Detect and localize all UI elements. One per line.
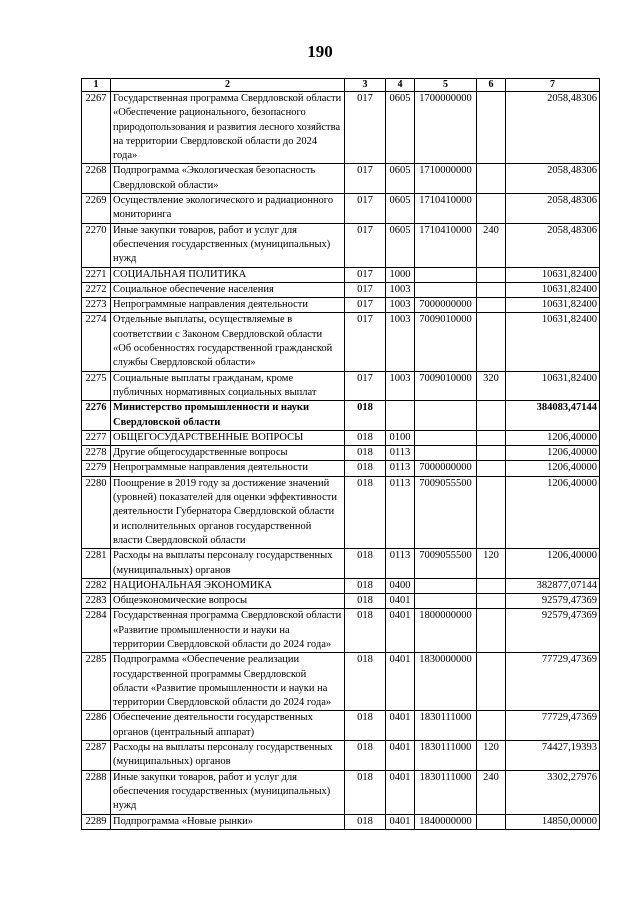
row-name: Другие общегосударственные вопросы: [111, 446, 345, 461]
section-code: 1003: [386, 298, 415, 313]
target-article-code: 1830111000: [415, 770, 477, 814]
target-article-code: 7009055500: [415, 549, 477, 579]
table-row: [82, 594, 600, 609]
section-code: 0605: [386, 164, 415, 194]
table-row: [82, 92, 600, 164]
row-name: Расходы на выплаты персоналу государственных (муниципальных) органов: [111, 549, 345, 579]
section-code: 0605: [386, 223, 415, 267]
ministry-code: 017: [345, 223, 386, 267]
section-code: 0113: [386, 476, 415, 548]
row-number: 2276: [82, 401, 111, 431]
section-code: 0401: [386, 609, 415, 653]
expense-type-code: [477, 267, 506, 282]
target-article-code: 7000000000: [415, 461, 477, 476]
row-name: Социальные выплаты гражданам, кроме публичных нормативных социальных выплат: [111, 371, 345, 401]
column-header: 5: [415, 79, 477, 92]
target-article-code: [415, 267, 477, 282]
table-row: [82, 476, 600, 548]
table-row: [82, 401, 600, 431]
amount: 1206,40000: [506, 549, 600, 579]
section-code: 0401: [386, 741, 415, 771]
amount: 77729,47369: [506, 653, 600, 711]
row-name: Осуществление экологического и радиационного мониторинга: [111, 194, 345, 224]
table-header-row: [82, 79, 600, 92]
row-number: 2285: [82, 653, 111, 711]
row-name: Подпрограмма «Обеспечение реализации государственной программы Свердловской области «Развитие промышленности и науки на территории Свердловской области до 2024 года»: [111, 653, 345, 711]
target-article-code: [415, 430, 477, 445]
row-name: Обеспечение деятельности государственных органов (центральный аппарат): [111, 711, 345, 741]
amount: 92579,47369: [506, 609, 600, 653]
ministry-code: 017: [345, 371, 386, 401]
row-number: 2288: [82, 770, 111, 814]
table-row: [82, 282, 600, 297]
table-row: [82, 770, 600, 814]
column-header: 4: [386, 79, 415, 92]
expense-type-code: [477, 313, 506, 371]
target-article-code: 1830000000: [415, 653, 477, 711]
table-row: [82, 549, 600, 579]
row-number: 2287: [82, 741, 111, 771]
row-name: Общеэкономические вопросы: [111, 594, 345, 609]
expense-type-code: [477, 401, 506, 431]
amount: 2058,48306: [506, 194, 600, 224]
target-article-code: 1830111000: [415, 711, 477, 741]
row-number: 2280: [82, 476, 111, 548]
section-code: 0100: [386, 430, 415, 445]
amount: 77729,47369: [506, 711, 600, 741]
column-header: 1: [82, 79, 111, 92]
target-article-code: 1840000000: [415, 814, 477, 829]
amount: 384083,47144: [506, 401, 600, 431]
ministry-code: 018: [345, 446, 386, 461]
expense-type-code: [477, 282, 506, 297]
amount: 1206,40000: [506, 461, 600, 476]
table-row: [82, 430, 600, 445]
row-number: 2284: [82, 609, 111, 653]
row-name: Поощрение в 2019 году за достижение значений (уровней) показателей для оценки эффективности деятельности Губернатора Свердловской области и исполнительных органов государственной власти Свердловской области: [111, 476, 345, 548]
table-row: [82, 194, 600, 224]
table-row: [82, 741, 600, 771]
row-number: 2282: [82, 578, 111, 593]
section-code: 0113: [386, 549, 415, 579]
page-number: 190: [307, 42, 333, 61]
row-name: Социальное обеспечение населения: [111, 282, 345, 297]
expense-type-code: [477, 653, 506, 711]
row-name: Непрограммные направления деятельности: [111, 461, 345, 476]
ministry-code: 018: [345, 549, 386, 579]
target-article-code: [415, 401, 477, 431]
expense-type-code: [477, 298, 506, 313]
table-row: [82, 298, 600, 313]
amount: 14850,00000: [506, 814, 600, 829]
section-code: 0605: [386, 194, 415, 224]
row-number: 2273: [82, 298, 111, 313]
ministry-code: 018: [345, 594, 386, 609]
expense-type-code: [477, 430, 506, 445]
section-code: 0113: [386, 461, 415, 476]
expense-type-code: [477, 461, 506, 476]
row-number: 2272: [82, 282, 111, 297]
amount: 3302,27976: [506, 770, 600, 814]
expense-type-code: [477, 446, 506, 461]
expense-type-code: [477, 594, 506, 609]
table-row: [82, 461, 600, 476]
expense-type-code: [477, 578, 506, 593]
row-number: 2279: [82, 461, 111, 476]
row-name: Государственная программа Свердловской области «Обеспечение рационального, безопасного природопользования и развития лесного хозяйства на территории Свердловской области до 2024 года»: [111, 92, 345, 164]
amount: 10631,82400: [506, 298, 600, 313]
ministry-code: 018: [345, 741, 386, 771]
row-name: СОЦИАЛЬНАЯ ПОЛИТИКА: [111, 267, 345, 282]
section-code: 0401: [386, 653, 415, 711]
row-number: 2283: [82, 594, 111, 609]
row-number: 2269: [82, 194, 111, 224]
row-name: Непрограммные направления деятельности: [111, 298, 345, 313]
ministry-code: 017: [345, 164, 386, 194]
ministry-code: 018: [345, 461, 386, 476]
target-article-code: 1710410000: [415, 194, 477, 224]
section-code: [386, 401, 415, 431]
table-row: [82, 609, 600, 653]
expense-type-code: 120: [477, 549, 506, 579]
amount: 10631,82400: [506, 282, 600, 297]
amount: 2058,48306: [506, 164, 600, 194]
row-number: 2267: [82, 92, 111, 164]
target-article-code: [415, 578, 477, 593]
target-article-code: 1710000000: [415, 164, 477, 194]
expense-type-code: [477, 609, 506, 653]
target-article-code: 1700000000: [415, 92, 477, 164]
expense-type-code: 240: [477, 770, 506, 814]
expense-type-code: 320: [477, 371, 506, 401]
table-row: [82, 578, 600, 593]
ministry-code: 017: [345, 194, 386, 224]
ministry-code: 018: [345, 578, 386, 593]
ministry-code: 017: [345, 267, 386, 282]
row-name: Подпрограмма «Новые рынки»: [111, 814, 345, 829]
expense-type-code: [477, 476, 506, 548]
column-header: 2: [111, 79, 345, 92]
amount: 10631,82400: [506, 371, 600, 401]
ministry-code: 017: [345, 298, 386, 313]
table-row: [82, 371, 600, 401]
section-code: 0401: [386, 594, 415, 609]
column-header: 3: [345, 79, 386, 92]
row-number: 2268: [82, 164, 111, 194]
target-article-code: [415, 446, 477, 461]
amount: 1206,40000: [506, 476, 600, 548]
row-name: Иные закупки товаров, работ и услуг для обеспечения государственных (муниципальных) нужд: [111, 770, 345, 814]
section-code: 1003: [386, 371, 415, 401]
target-article-code: 1830111000: [415, 741, 477, 771]
row-number: 2278: [82, 446, 111, 461]
row-number: 2271: [82, 267, 111, 282]
table-row: [82, 814, 600, 829]
amount: 382877,07144: [506, 578, 600, 593]
expense-type-code: [477, 164, 506, 194]
ministry-code: 018: [345, 653, 386, 711]
section-code: 0113: [386, 446, 415, 461]
ministry-code: 018: [345, 476, 386, 548]
ministry-code: 017: [345, 92, 386, 164]
section-code: 0400: [386, 578, 415, 593]
row-number: 2270: [82, 223, 111, 267]
amount: 2058,48306: [506, 223, 600, 267]
table-row: [82, 164, 600, 194]
target-article-code: 7009010000: [415, 371, 477, 401]
expense-type-code: [477, 814, 506, 829]
row-number: 2289: [82, 814, 111, 829]
budget-table: [81, 78, 600, 830]
target-article-code: 1800000000: [415, 609, 477, 653]
table-row: [82, 446, 600, 461]
column-header: 6: [477, 79, 506, 92]
amount: 74427,19393: [506, 741, 600, 771]
amount: 1206,40000: [506, 430, 600, 445]
amount: 1206,40000: [506, 446, 600, 461]
ministry-code: 018: [345, 770, 386, 814]
amount: 10631,82400: [506, 313, 600, 371]
row-name: Государственная программа Свердловской области «Развитие промышленности и науки на территории Свердловской области до 2024 года»: [111, 609, 345, 653]
amount: 2058,48306: [506, 92, 600, 164]
row-name: Подпрограмма «Экологическая безопасность Свердловской области»: [111, 164, 345, 194]
row-number: 2281: [82, 549, 111, 579]
row-number: 2286: [82, 711, 111, 741]
ministry-code: 017: [345, 313, 386, 371]
ministry-code: 017: [345, 282, 386, 297]
row-number: 2274: [82, 313, 111, 371]
table-row: [82, 223, 600, 267]
row-number: 2275: [82, 371, 111, 401]
row-name: НАЦИОНАЛЬНАЯ ЭКОНОМИКА: [111, 578, 345, 593]
target-article-code: 1710410000: [415, 223, 477, 267]
ministry-code: 018: [345, 401, 386, 431]
expense-type-code: [477, 711, 506, 741]
column-header: 7: [506, 79, 600, 92]
row-name: Расходы на выплаты персоналу государственных (муниципальных) органов: [111, 741, 345, 771]
ministry-code: 018: [345, 711, 386, 741]
target-article-code: [415, 594, 477, 609]
row-number: 2277: [82, 430, 111, 445]
amount: 10631,82400: [506, 267, 600, 282]
row-name: Министерство промышленности и науки Свердловской области: [111, 401, 345, 431]
target-article-code: 7000000000: [415, 298, 477, 313]
expense-type-code: 120: [477, 741, 506, 771]
section-code: 0401: [386, 770, 415, 814]
section-code: 0401: [386, 814, 415, 829]
ministry-code: 018: [345, 609, 386, 653]
table-row: [82, 653, 600, 711]
table-row: [82, 313, 600, 371]
ministry-code: 018: [345, 430, 386, 445]
expense-type-code: [477, 194, 506, 224]
ministry-code: 018: [345, 814, 386, 829]
row-name: Иные закупки товаров, работ и услуг для обеспечения государственных (муниципальных) нужд: [111, 223, 345, 267]
table-row: [82, 267, 600, 282]
expense-type-code: 240: [477, 223, 506, 267]
target-article-code: 7009055500: [415, 476, 477, 548]
section-code: 1000: [386, 267, 415, 282]
section-code: 0401: [386, 711, 415, 741]
row-name: Отдельные выплаты, осуществляемые в соответствии с Законом Свердловской области «Об особенностях государственной гражданской службы Свердловской области»: [111, 313, 345, 371]
expense-type-code: [477, 92, 506, 164]
row-name: ОБЩЕГОСУДАРСТВЕННЫЕ ВОПРОСЫ: [111, 430, 345, 445]
section-code: 1003: [386, 313, 415, 371]
section-code: 1003: [386, 282, 415, 297]
target-article-code: [415, 282, 477, 297]
table-row: [82, 711, 600, 741]
target-article-code: 7009010000: [415, 313, 477, 371]
amount: 92579,47369: [506, 594, 600, 609]
section-code: 0605: [386, 92, 415, 164]
